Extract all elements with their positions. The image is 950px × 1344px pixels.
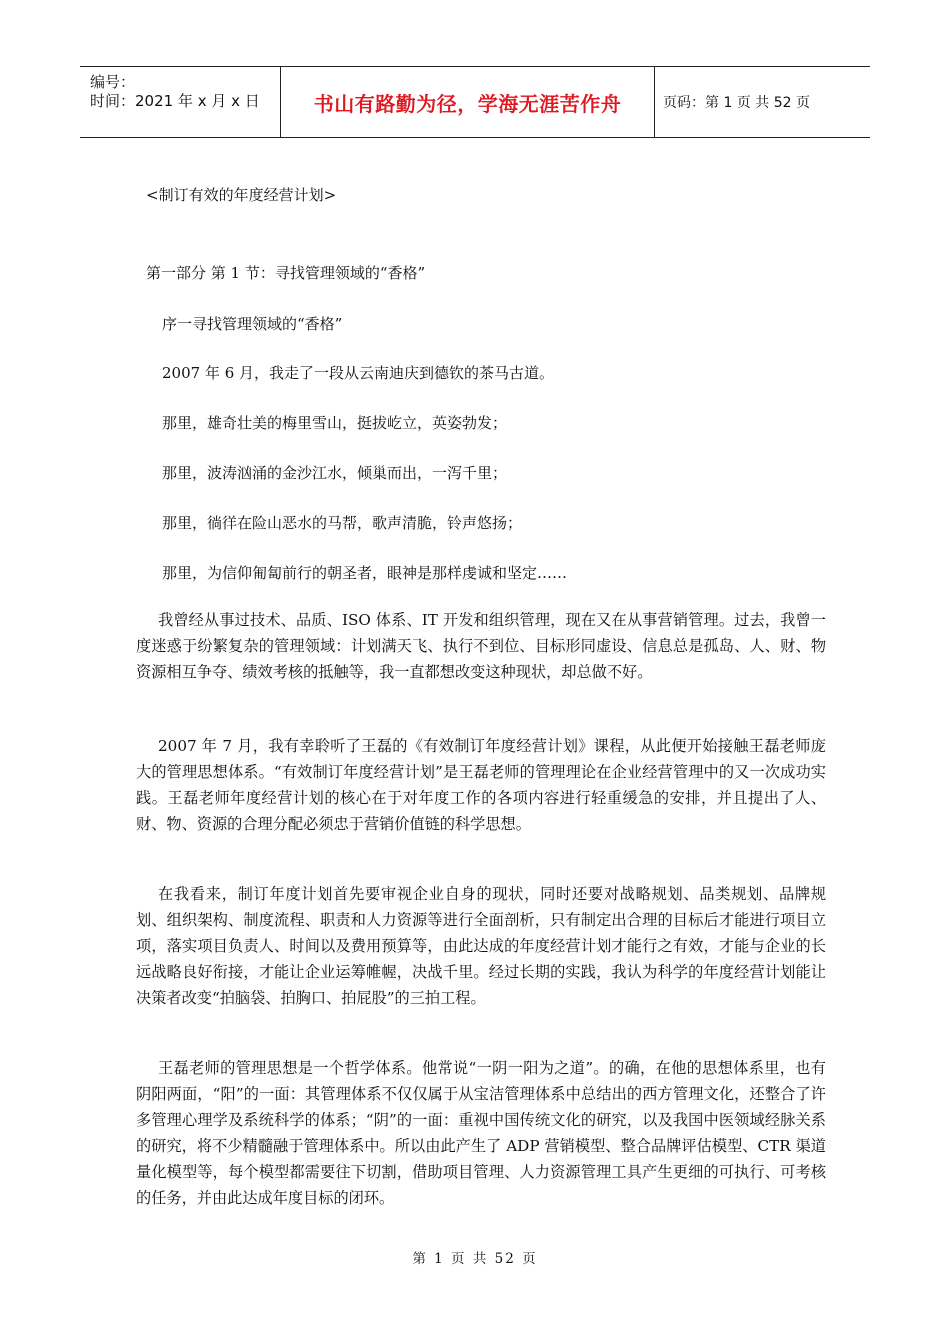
text-line: 那里，徜徉在险山恶水的马帮，歌声清脆，铃声悠扬； <box>162 514 523 532</box>
preface-line: 序一寻找管理领域的“香格” <box>162 315 343 333</box>
header-motto: 书山有路勤为径，学海无涯苦作舟 <box>281 67 655 137</box>
number-label: 编号： <box>90 73 136 91</box>
paragraph: 我曾经从事过技术、品质、ISO 体系、IT 开发和组织管理，现在又在从事营销管理。过去，我曾一度迷惑于纷繁复杂的管理领域：计划满天飞、执行不到位、目标形同虚设、信息总是孤岛、人、财、物资源相互争夺、绩效考核的抵触等，我一直都想改变这种现状，却总做不好。 <box>136 611 826 681</box>
paragraph: 在我看来，制订年度计划首先要审视企业自身的现状，同时还要对战略规划、品类规划、品牌规划、组织架构、制度流程、职责和人力资源等进行全面剖析，只有制定出合理的目标后才能进行项目立项，落实项目负责人、时间以及费用预算等，由此达成的年度经营计划才能行之有效，才能与企业的长远战略良好衔接，才能让企业运筹帷幄，决战千里。经过长期的实践，我认为科学的年度经营计划能让决策者改变“拍脑袋、拍胸口、拍屁股”的三拍工程。 <box>136 885 826 1007</box>
text-line: 2007 年 6 月，我走了一段从云南迪庆到德钦的茶马古道。 <box>162 364 555 382</box>
header-meta <box>80 67 281 137</box>
document-header <box>80 66 870 138</box>
section-heading: 第一部分 第 1 节：寻找管理领域的“香格” <box>146 264 426 282</box>
text-line: 那里，波涛汹涌的金沙江水，倾巢而出，一泻千里； <box>162 464 508 482</box>
header-page-info: 页码：第 1 页 共 52 页 <box>663 95 810 111</box>
page-footer: 第 1 页 共 52 页 <box>412 1251 538 1267</box>
time-label: 时间：2021 年 x 月 x 日 <box>90 92 260 110</box>
paragraph: 2007 年 7 月，我有幸聆听了王磊的《有效制订年度经营计划》课程，从此便开始接触王磊老师庞大的管理思想体系。“有效制订年度经营计划”是王磊老师的管理理论在企业经营管理中的又一次成功实践。王磊老师年度经营计划的核心在于对年度工作的各项内容进行轻重缓急的安排，并且提出了人、财、物、资源的合理分配必须忠于营销价值链的科学思想。 <box>136 737 826 833</box>
paragraph: 王磊老师的管理思想是一个哲学体系。他常说“一阴一阳为之道”。的确，在他的思想体系里，也有阴阳两面，“阳”的一面：其管理体系不仅仅属于从宝洁管理体系中总结出的西方管理文化，还整合了许多管理心理学及系统科学的体系；“阴”的一面：重视中国传统文化的研究，以及我国中医领域经脉关系的研究，将不少精髓融于管理体系中。所以由此产生了 ADP 营销模型、整合品牌评估模型、CTR 渠道量化模型等，每个模型都需要往下切割，借助项目管理、人力资源管理工具产生更细的可执行、可考核的任务，并由此达成年度目标的闭环。 <box>136 1059 826 1207</box>
text-line: 那里，为信仰匍匐前行的朝圣者，眼神是那样虔诚和坚定…… <box>162 564 568 582</box>
document-title: <制订有效的年度经营计划> <box>146 186 337 204</box>
text-line: 那里，雄奇壮美的梅里雪山，挺拔屹立，英姿勃发； <box>162 414 508 432</box>
